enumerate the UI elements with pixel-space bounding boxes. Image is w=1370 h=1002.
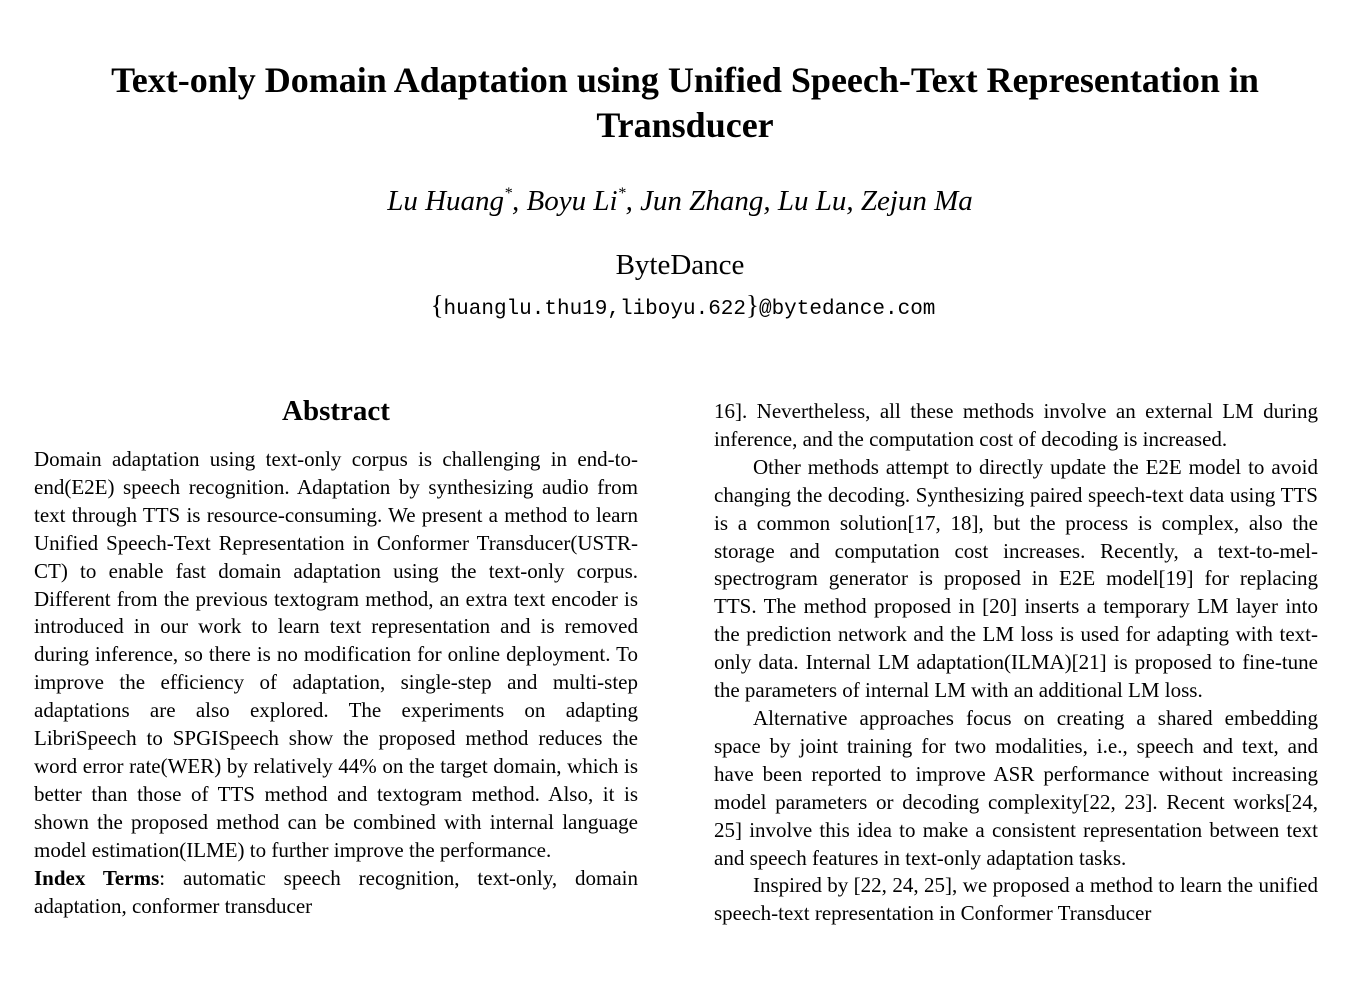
author-list xyxy=(0,181,1360,221)
author-name: Jun Zhang xyxy=(640,185,764,217)
author-separator: , xyxy=(625,185,641,217)
email-users: huanglu.thu19,liboyu.622 xyxy=(443,298,746,321)
index-terms xyxy=(34,865,638,921)
equal-contribution-mark: * xyxy=(504,185,513,202)
abstract-body: Domain adaptation using text-only corpus is challenging in end-to-end(E2E) speech recognition. Adaptation by synthesizing audio from text through TTS is resource-consuming. We present a method to learn Unified Speech-Text Representation in Conformer Transducer(USTR-CT) to enable fast domain adaptation using the text-only corpus. Different from the previous textogram method, an extra text encoder is introduced in our work to learn text representation and is removed during inference, so there is no modification for online deployment. To improve the efficiency of adaptation, single-step and multi-step adaptations are also explored. The experiments on adapting LibriSpeech to SPGISpeech show the proposed method reduces the word error rate(WER) by relatively 44% on the target domain, which is better than those of TTS method and textogram method. Also, it is shown the proposed method can be combined with internal language model estimation(ILME) to further improve the performance. xyxy=(34,447,638,862)
author-separator: , xyxy=(846,185,861,217)
abstract-heading: Abstract xyxy=(282,395,390,427)
body-paragraph: Other methods attempt to directly update the E2E model to avoid changing the decoding. Synthesizing paired speech-text data using TTS is a common solution[17, 18], but the process is complex, also the storage and computation cost increases. Recently, a text-to-mel-spectrogram generator is proposed in E2E model[19] for replacing TTS. The method proposed in [20] inserts a temporary LM layer into the prediction network and the LM loss is used for adapting with text-only data. Internal LM adaptation(ILMA)[21] is proposed to fine-tune the parameters of internal LM with an additional LM loss. xyxy=(714,454,1318,703)
index-terms-label: Index Terms xyxy=(34,865,160,890)
body-paragraph: Inspired by [22, 24, 25], we proposed a method to learn the unified speech-text representation in Conformer Transducer xyxy=(714,873,1318,926)
author-separator: , xyxy=(763,185,778,217)
email-open-brace: { xyxy=(430,290,444,320)
author-affiliation: ByteDance xyxy=(615,249,745,281)
email-domain: @bytedance.com xyxy=(758,298,936,321)
author-name: Zejun Ma xyxy=(860,185,973,217)
author-email xyxy=(0,290,1366,325)
email-close-brace: } xyxy=(746,290,759,320)
author-separator: , xyxy=(512,185,527,217)
author-name: Boyu Li xyxy=(526,185,618,217)
right-column xyxy=(714,398,1318,928)
body-paragraph: 16]. Nevertheless, all these methods involve an external LM during inference, and the computation cost of decoding is increased. xyxy=(714,399,1318,451)
author-name: Lu Lu xyxy=(777,185,847,217)
index-terms-list: : automatic speech recognition, text-only, domain adaptation, conformer transducer xyxy=(34,865,639,918)
equal-contribution-mark: * xyxy=(617,185,626,202)
body-paragraph: Alternative approaches focus on creating a shared embedding space by joint training for two modalities, i.e., speech and text, and have been reported to improve ASR performance without increasing model parameters or decoding complexity[22, 23]. Recent works[24, 25] involve this idea to make a consistent representation between text and speech features in text-only adaptation tasks. xyxy=(714,705,1318,870)
left-column xyxy=(34,446,638,920)
author-name: Lu Huang xyxy=(387,185,505,217)
paper-title: Text-only Domain Adaptation using Unified Speech-Text Representation in Transducer xyxy=(111,60,1259,145)
